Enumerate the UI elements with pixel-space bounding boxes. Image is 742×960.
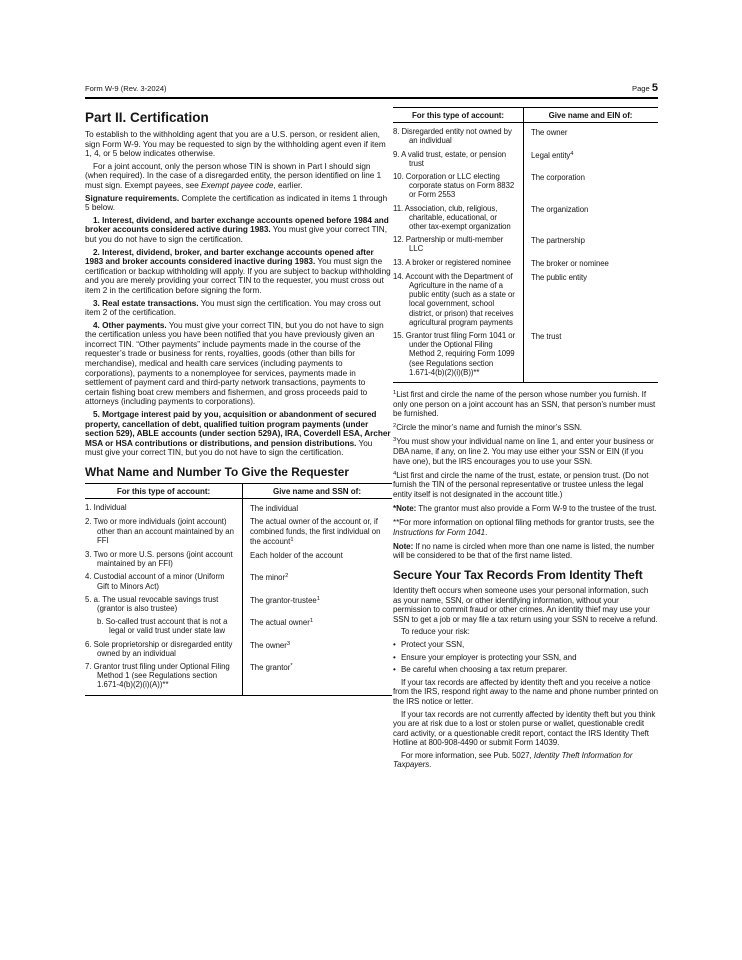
table-header-row — [393, 107, 658, 123]
give-cell: The partnership — [531, 236, 585, 246]
account-cell: 9. A valid trust, estate, or pension trust — [393, 149, 507, 168]
form-title: Form W-9 (Rev. 3-2024) — [85, 84, 167, 93]
footnote: $^4$List first and circle the name of the trust, estate, or pension trust. (Do not furnish the TIN of the personal representative or trustee unless the legal entity itself is not designated in the account title.) — [393, 470, 649, 499]
footnote: $^3$You must show your individual name on line 1, and enter your business or DBA name, if any, on line 2. You may use either your SSN or EIN (if you have one), but the IRS encourages you to use your SSN. — [393, 437, 654, 466]
page-indicator — [632, 84, 658, 93]
paragraph: If your tax records are not currently affected by identity theft but you think you are at risk due to a lost or stolen purse or wallet, questionable credit card activity, or a questionable credit report, contact the IRS Identity Theft Hotline at 800-908-4490 or submit Form 14039. — [393, 709, 656, 748]
give-cell: The owner — [531, 128, 568, 138]
give-cell: The actual owner of the account or, if combined funds, the first individual on the account$^1$ — [250, 517, 381, 546]
table-row — [85, 662, 392, 690]
page-header — [85, 84, 658, 93]
bullet-text: Ensure your employer is protecting your SSN, and — [401, 652, 577, 662]
give-cell: The minor$^2$ — [250, 573, 289, 583]
give-cell: The individual — [250, 504, 299, 514]
account-cell: 8. Disregarded entity not owned by an individual — [393, 127, 512, 146]
give-cell: Legal entity$^4$ — [531, 150, 574, 160]
give-cell: The broker or nominee — [531, 258, 609, 268]
account-cell: 4. Custodial account of a minor (Uniform Gift to Minors Act) — [85, 572, 225, 591]
table-row — [85, 517, 392, 546]
footnote: **For more information on optional filing methods for grantor trusts, see the Instructions for Form 1041. — [393, 518, 655, 537]
bullet-icon: • — [393, 665, 396, 675]
paragraph: For a joint account, only the person whose TIN is shown in Part I should sign (when required). In the case of a disregarded entity, the person identified on line 1 must sign. Exempt payees, see Exempt payee code, earlier. — [85, 161, 382, 190]
give-cell: Each holder of the account — [250, 551, 343, 561]
give-cell: The owner$^3$ — [250, 640, 291, 650]
give-cell: The corporation — [531, 173, 585, 183]
page-label: Page — [632, 84, 650, 93]
bullet-text: Be careful when choosing a tax return preparer. — [401, 665, 568, 675]
table-header-account: For this type of account: — [116, 486, 211, 496]
account-cell: 7. Grantor trust filing under Optional Filing Method 1 (see Regulations section 1.671-4(b)(2)(i)(A))** — [85, 662, 230, 690]
page-number: 5 — [651, 82, 658, 94]
table-header-row — [85, 483, 392, 499]
numbered-item: 4. Other payments. You must give your correct TIN, but you do not have to sign the certification unless you have been notified that you have previously given an incorrect TIN. “Other payments” include payments made in the course of the requester’s trade or business for rents, royalties, goods (other than bills for merchandise), medical and health care services (including payments to corporations), payments to a nonemployee for services, payments made in settlement of payment card and third-party network transactions, payments to certain fishing boat crew members and fishermen, and gross proceeds paid to attorneys (including payments to corporations). — [85, 320, 384, 407]
give-cell: The grantor* — [250, 663, 293, 673]
give-cell: The public entity — [531, 272, 587, 282]
table-row — [393, 172, 658, 200]
account-cell: 6. Sole proprietorship or disregarded entity owned by an individual — [85, 639, 233, 658]
account-cell: 11. Association, club, religious, charitable, educational, or other tax-exempt organization — [393, 203, 511, 232]
account-cell: 15. Grantor trust filing Form 1041 or under the Optional Filing Method 2, requiring Form 1099 (see Regulations section 1.671-4(b)(2)(i)(B))** — [393, 331, 516, 377]
bullet-item — [393, 653, 658, 663]
paragraph: To establish to the withholding agent that you are a U.S. person, or resident alien, sign Form W-9. You may be requested to sign by the withholding agent even if item 1, 4, or 5 below indicates otherwise. — [85, 130, 386, 159]
account-table-ssn — [85, 483, 392, 696]
numbered-item: 1. Interest, dividend, and barter exchange accounts opened before 1984 and broker accounts considered active during 1983. You must give your correct TIN, but you do not have to sign the certification. — [85, 215, 389, 244]
account-cell: 1. Individual — [85, 503, 127, 513]
table-row — [85, 503, 392, 513]
footnote: $^2$Circle the minor’s name and furnish the minor’s SSN. — [393, 423, 582, 433]
part2-heading: Part II. Certification — [85, 110, 209, 125]
table-row — [393, 127, 658, 145]
left-column — [85, 103, 392, 696]
table-header-give: Give name and EIN of: — [548, 110, 633, 120]
give-cell: The organization — [531, 204, 589, 214]
paragraph: For more information, see Pub. 5027, Identity Theft Information for Taxpayers. — [393, 750, 633, 770]
account-cell: b. So-called trust account that is not a legal or valid trust under state law — [97, 617, 228, 636]
footnotes — [393, 389, 658, 561]
paragraph: Identity theft occurs when someone uses your personal information, such as your name, SSN, or other identifying information, without your permission to commit fraud or other crimes. An identity thief may use your SSN to get a job or may file a tax return using your SSN to receive a refund. — [393, 585, 658, 624]
numbered-item: 2. Interest, dividend, broker, and barter exchange accounts opened after 1983 and broker accounts considered inactive during 1983. You must sign the certification or backup withholding will apply. If you are subject to backup withholding and you are merely providing your correct TIN to the requester, you must cross out item 2 in the certification before signing the form. — [85, 247, 391, 295]
footnote: Note: If no name is circled when more than one name is listed, the number will be considered to be that of the first name listed. — [393, 541, 655, 561]
table-row — [85, 617, 392, 635]
account-cell: 2. Two or more individuals (joint account) other than an account maintained by an FFI — [85, 517, 234, 545]
table-row — [85, 595, 392, 613]
table-row — [393, 258, 658, 268]
footnote: *Note: The grantor must also provide a Form W-9 to the trustee of the trust. — [393, 504, 657, 514]
right-column — [393, 103, 658, 773]
table-header-give: Give name and SSN of: — [272, 486, 362, 496]
table-row — [393, 204, 658, 232]
account-cell: 5. a. The usual revocable savings trust (grantor is also trustee) — [85, 594, 219, 614]
table-row — [393, 235, 658, 253]
account-table-ein — [393, 107, 658, 383]
give-cell: The trust — [531, 332, 562, 342]
account-cell: 14. Account with the Department of Agriculture in the name of a public entity (such as a state or local government, school district, or prison) that receives agricultural program payments — [393, 271, 515, 327]
footnote: $^1$List first and circle the name of the person whose number you furnish. If only one person on a joint account has an SSN, that person’s number must be furnished. — [393, 390, 656, 419]
account-cell: 12. Partnership or multi-member LLC — [393, 235, 504, 254]
bullet-text: Protect your SSN, — [401, 639, 465, 649]
table-header-account: For this type of account: — [411, 110, 505, 120]
numbered-item: 3. Real estate transactions. You must sign the certification. You may cross out item 2 of the certification. — [85, 298, 381, 318]
table-row — [85, 550, 392, 568]
header-rule — [85, 97, 658, 99]
paragraph: To reduce your risk: — [401, 627, 470, 637]
table-row — [393, 331, 658, 377]
bullet-icon: • — [393, 639, 396, 649]
account-cell: 3. Two or more U.S. persons (joint account maintained by an FFI) — [85, 550, 233, 569]
requester-heading: What Name and Number To Give the Requester — [85, 465, 349, 479]
table-row — [85, 640, 392, 658]
table-row — [393, 272, 658, 327]
account-cell: 13. A broker or registered nominee — [393, 257, 511, 267]
table-row — [393, 150, 658, 168]
table-row — [85, 572, 392, 590]
secure-heading: Secure Your Tax Records From Identity Theft — [393, 567, 643, 582]
bullet-item — [393, 665, 658, 675]
paragraph: If your tax records are affected by identity theft and you receive a notice from the IRS, respond right away to the name and phone number printed on the IRS notice or letter. — [393, 677, 659, 706]
give-cell: The actual owner$^1$ — [250, 618, 314, 628]
give-cell: The grantor-trustee$^1$ — [250, 595, 320, 605]
bullet-icon: • — [393, 652, 396, 662]
account-cell: 10. Corporation or LLC electing corporate status on Form 8832 or Form 2553 — [393, 172, 515, 200]
bullet-item — [393, 640, 658, 650]
numbered-item: 5. Mortgage interest paid by you, acquisition or abandonment of secured property, cancellation of debt, qualified tuition program payments (under section 529), ABLE accounts (under section 529A), IRA, Coverdell ESA, Archer MSA or HSA contributions or distributions, and pension distributions. You must give your correct TIN, but you do not have to sign the certification. — [85, 410, 391, 458]
paragraph: Signature requirements. Complete the certification as indicated in items 1 through 5 below. — [85, 193, 388, 213]
